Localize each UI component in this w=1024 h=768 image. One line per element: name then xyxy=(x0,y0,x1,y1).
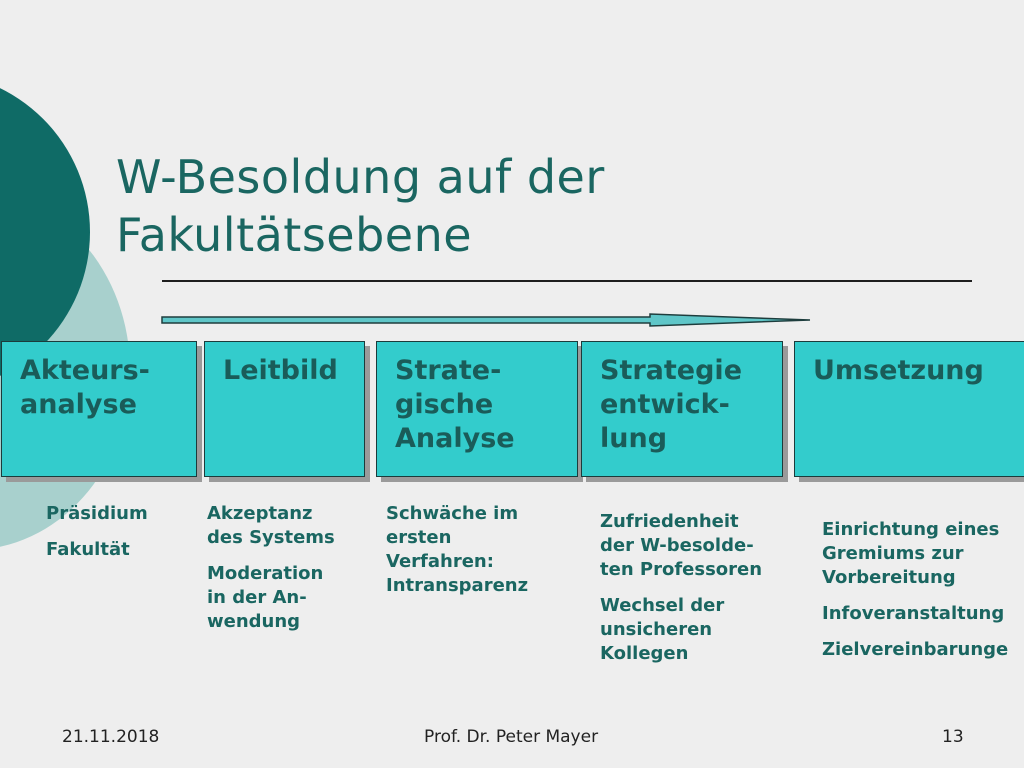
step-label: Leitbild xyxy=(223,355,338,386)
step-items-leitbild xyxy=(207,502,335,646)
footer-date: 21.11.2018 xyxy=(62,727,160,747)
list-item: Schwäche im ersten Verfahren: Intransparenz xyxy=(386,503,529,596)
list-item: Zufriedenheit der W-besolde- ten Professoren xyxy=(600,511,763,580)
step-items-akteursanalyse xyxy=(46,502,148,574)
list-item: Wechsel der unsicheren Kollegen xyxy=(600,595,725,664)
step-items-umsetzung xyxy=(822,518,1024,674)
step-box-umsetzung xyxy=(794,341,1024,477)
list-item: Fakultät xyxy=(46,539,130,560)
list-item: Zielvereinbarunge xyxy=(822,639,1009,660)
step-label: Strate- gische Analyse xyxy=(395,355,515,454)
slide-title-line-2: Fakultätsebene xyxy=(116,208,473,262)
step-box-strategische-analyse xyxy=(376,341,578,477)
list-item: Akzeptanz des Systems xyxy=(207,503,335,548)
process-arrow xyxy=(160,312,820,328)
list-item: Infoveranstaltung xyxy=(822,603,1005,624)
list-item: Präsidium xyxy=(46,503,148,524)
step-box-akteursanalyse xyxy=(1,341,197,477)
slide-title-line-1: W-Besoldung auf der xyxy=(116,150,605,204)
step-items-strategieentwicklung xyxy=(600,510,762,678)
step-label: Umsetzung xyxy=(813,355,984,386)
step-box-leitbild xyxy=(204,341,365,477)
footer-page-number: 13 xyxy=(942,727,964,747)
step-label: Strategie entwick- lung xyxy=(600,355,743,454)
step-label: Akteurs- analyse xyxy=(20,355,150,420)
footer-author: Prof. Dr. Peter Mayer xyxy=(424,727,599,747)
list-item: Moderation in der An- wendung xyxy=(207,563,324,632)
list-item: Einrichtung eines Gremiums zur Vorbereitung xyxy=(822,519,1000,588)
step-items-strategische-analyse xyxy=(386,502,528,610)
step-box-strategieentwicklung xyxy=(581,341,783,477)
slide-title xyxy=(116,148,936,264)
title-divider xyxy=(162,280,972,282)
